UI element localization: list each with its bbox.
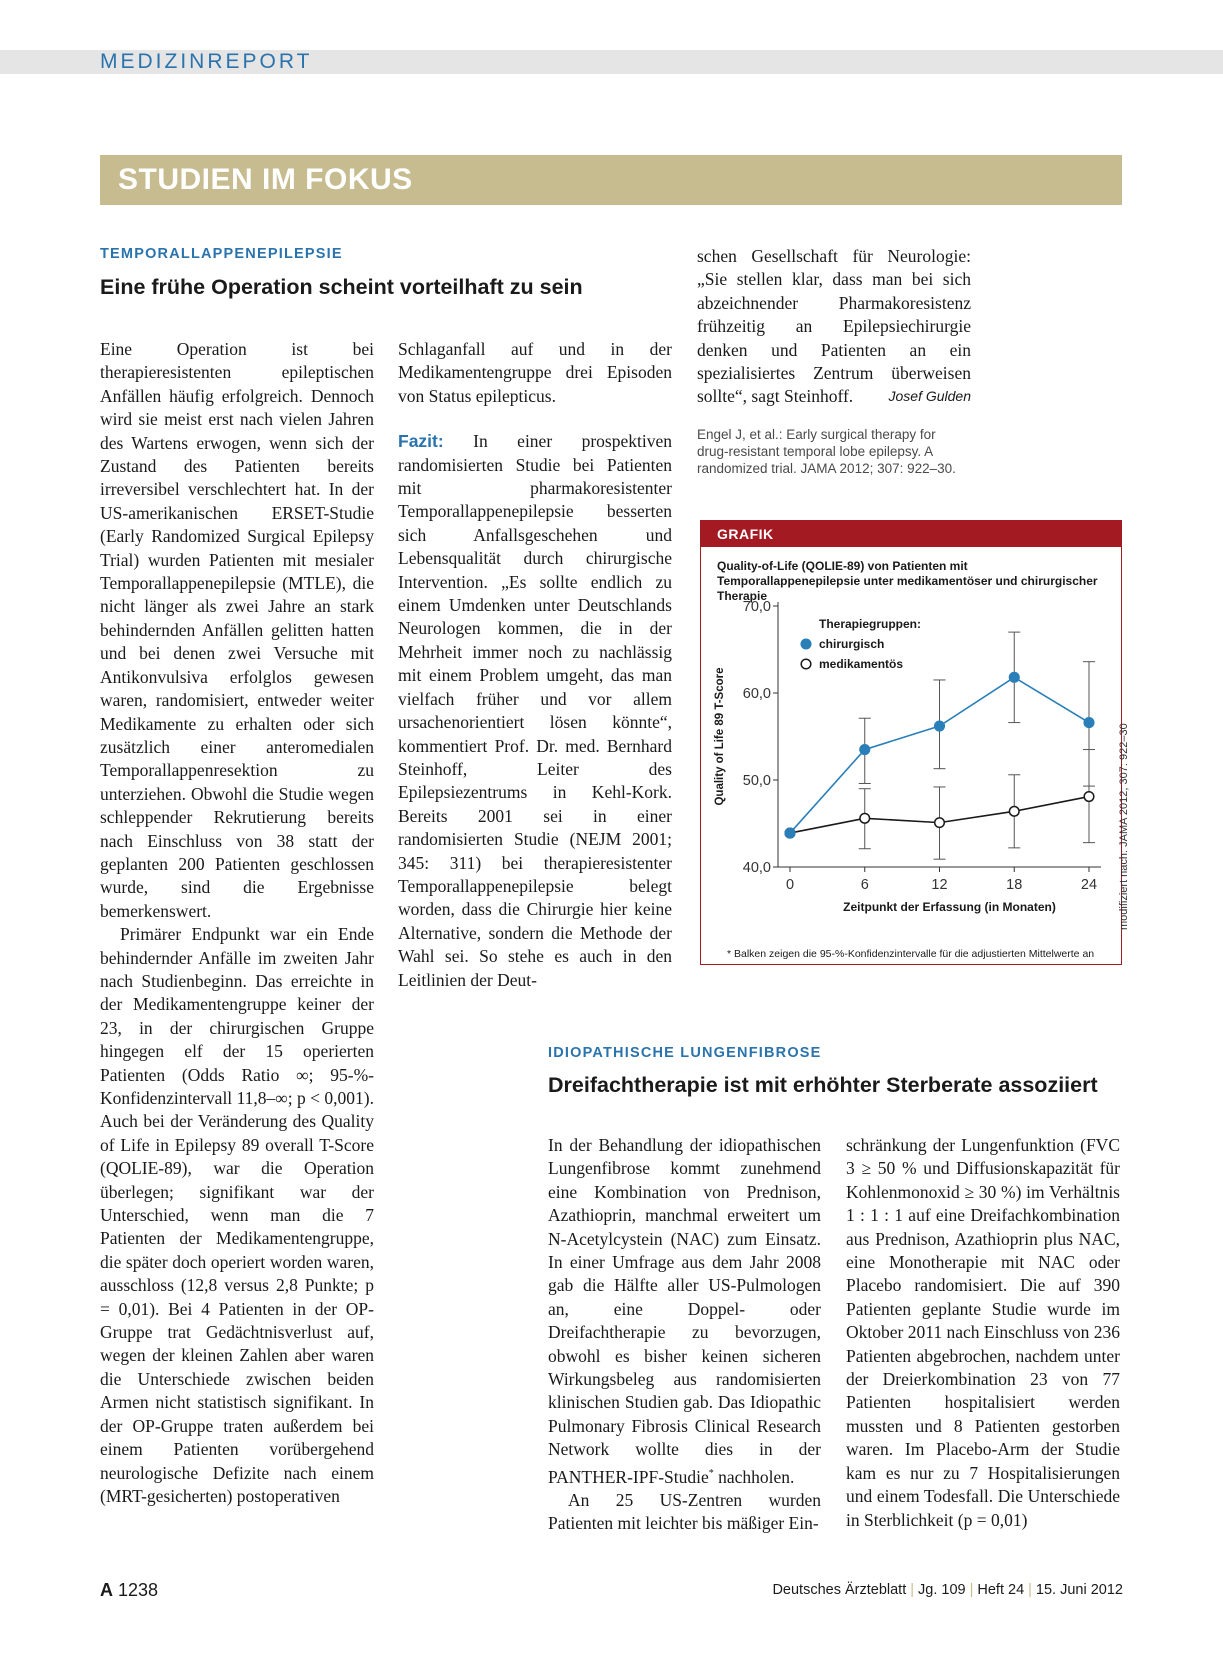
article1-reference: Engel J, et al.: Early surgical therapy for drug-resistant temporal lobe epilepsy. A randomized trial. JAMA 2012; 307: 922–30. [697,427,956,476]
chart-footnote: * Balken zeigen die 95-%-Konfidenzintervalle für die adjustierten Mittelwerte an [727,948,1095,960]
article2-paragraph [548,1134,821,1489]
grafik-label: GRAFIK [717,526,774,542]
article2-headline: Dreifachtherapie ist mit erhöhter Sterberate assoziiert [548,1073,1098,1097]
fazit-label: Fazit: [398,431,444,452]
fazit-text: In einer prospektiven randomisierten Studie bei Patienten mit pharmakoresistenter Temporallappenepilepsie besserten sich Anfallsgeschehen und Lebensqualität durch chirurgische Intervention. „Es sollte endlich zu einem Umdenken unter Deutschlands Neurologen kommen, die in der Mehrheit immer noch zu nachlässig mit einem Problem umgeht, das man vielfach früher und vor allem ursachenorientiert lösen könnte“, kommentiert Prof. Dr. med. Bernhard Steinhoff, Leiter des Epilepsiezentrums in Kehl-Kork. Bereits 2001 sei in einer randomisierten Studie (NEJM 2001; 345: 311) bei therapieresistenter Temporallappenepilepsie belegt worden, dass die Chirurgie hier keine Alternative, sondern die Methode der Wahl sei. So stehe es auch in den Leitlinien der Deut- [398,431,672,990]
journal-footer: Deutsches Ärzteblatt | Jg. 109 | Heft 24 | 15. Juni 2012 [772,1582,1123,1598]
legend-title: Therapiegruppen: [819,617,922,631]
legend-marker [801,659,811,669]
y-tick-label: 50,0 [742,773,771,789]
article1-paragraph: Primärer Endpunkt war ein Ende behindernder Anfälle im zweiten Jahr nach Studienbeginn. Das erreichte in der Medikamentengruppe keiner der 23, in der chirurgischen Gruppe hingegen elf der 15 operierten Patienten (Odds Ratio ∞; 95-%-Konfidenzintervall 11,8–∞; p < 0,001). Auch bei der Veränderung des Quality of Life in Epilepsy 89 overall T-Score (QOLIE-89), war die Operation überlegen; signifikant war der Unterschied, wenn man die 7 Patienten der Medikamentengruppe, die später doch operiert worden waren, ausschloss (12,8 versus 2,8 Punkte; p = 0,01). Bei 4 Patienten in der OP-Gruppe trat Gedächtnisverlust auf, wegen der kleinen Zahlen aber waren die Unterschiede zwischen beiden Armen nicht statistisch signifikant. In der OP-Gruppe traten außerdem bei einem Patienten vorübergehend neurologische Defizite nach einem (MRT-gesicherten) postoperativen [100,924,374,1506]
article2-text: In der Behandlung der idiopathischen Lungenfibrose kommt zunehmend eine Kombination von Prednison, Azathioprin, manchmal erweitert um N-Acetylcystein (NAC) zum Einsatz. In einer Umfrage aus dem Jahr 2008 gab die Hälfte aller US-Pulmologen an, eine Doppel- oder Dreifachtherapie zu bevorzugen, obwohl es bisher keinen sicheren Wirkungsbeleg aus randomisierten klinischen Studien gab. Das Idiopathic Pulmonary Fibrosis Clinical Research Network wollte dies in der PANTHER-IPF-Studie [548,1135,821,1487]
chart-title: Quality-of-Life (QOLIE-89) von Patienten mit Temporallappenepilepsie unter medikamentöser und chirurgischer Therapie [717,559,1098,603]
x-tick-label: 12 [931,877,948,893]
data-point [1009,673,1019,683]
data-point [785,828,795,838]
article1-paragraph: Eine Operation ist bei therapieresistenten epileptischen Anfällen häufig erfolgreich. Dennoch wird sie meist erst nach vielen Jahren des Wartens erwogen, wenn sich der Zustand des Patienten bereits irreversibel verschlechtert hat. In der US-amerikanischen ERSET-Studie (Early Randomized Surgical Epilepsy Trial) wurden Patienten mit mesialer Temporallappenepilepsie (MTLE), die nicht länger als zwei Jahre an stark behindernden Anfällen gelitten hatten und bei denen zwei Versuche mit Antikonvulsiva erfolglos gewesen waren, randomisiert, entweder weiter Medikamente zu erhalten oder sich zusätzlich einer anteromedialen Temporallappenresektion zu unterziehen. Obwohl die Studie wegen schleppender Rekrutierung bereits nach Einschluss von 38 statt der geplanten 200 Patienten geschlossen wurde, sind die Ergebnisse bemerkenswert. [100,339,374,921]
footnote-marker: * [708,1467,714,1479]
banner-title: STUDIEN IM FOKUS [118,163,413,196]
page-number [100,1580,158,1601]
article2-paragraph: An 25 US-Zentren wurden Patienten mit leichter bis mäßiger Ein- [548,1489,821,1534]
y-tick-label: 60,0 [742,686,771,702]
article1-fazit-paragraph [398,430,672,992]
article2-column-2 [846,1134,1120,1532]
legend-entry: chirurgisch [819,637,885,651]
page-number-value: 1238 [118,1580,159,1600]
article1-column-1 [100,338,374,1508]
article1-paragraph [697,245,971,409]
author-name: Josef Gulden [888,388,971,405]
grafik-box [700,520,1122,965]
grafik-header [701,521,1121,547]
x-tick-label: 6 [860,877,869,893]
data-point [935,721,945,731]
y-tick-label: 40,0 [742,860,771,876]
journal-date: 15. Juni 2012 [1035,1582,1123,1598]
journal-issue: Heft 24 [977,1582,1025,1598]
article1-kicker: TEMPORALLAPPENEPILEPSIE [100,246,343,262]
banner [100,155,1122,205]
article1-headline: Eine frühe Operation scheint vorteilhaft zu sein [100,275,583,299]
section-label: MEDIZINREPORT [100,50,313,73]
article1-quote: schen Gesellschaft für Neurologie: „Sie stellen klar, dass man bei sich abzeichnender Pharmakoresistenz frühzeitig an Epilepsiechirurgie denken und Patienten an ein spezialisiertes Zentrum überweisen sollte“, sagt Steinhoff. [697,246,971,407]
journal-volume: Jg. 109 [918,1582,966,1598]
data-point [1084,718,1094,728]
x-tick-label: 0 [785,877,795,893]
x-tick-label: 24 [1080,877,1098,893]
y-tick-label: 70,0 [742,599,771,615]
article2-kicker: IDIOPATHISCHE LUNGENFIBROSE [548,1045,822,1061]
data-point [935,818,945,828]
y-axis-label: Quality of Life 89 T-Score [714,667,726,806]
article2-text: nachholen. [713,1466,795,1487]
data-point [860,745,870,755]
article2-paragraph: schränkung der Lungenfunktion (FVC 3 ≥ 50 % und Diffusionskapazität für Kohlenmonoxid ≥ 30 %) im Verhältnis 1 : 1 : 1 auf eine Dreifachkombination aus Prednison, Azathioprin plus NAC, eine Monotherapie mit NAC oder Placebo randomisiert. Die auf 390 Patienten geplante Studie wurde im Oktober 2011 nach Einschluss von 236 Patienten abgebrochen, nachdem unter der Dreierkombination 23 von 77 Patienten hospitalisiert werden mussten und 8 Patienten gestorben waren. Im Placebo-Arm der Studie kam es nur zu 7 Hospitalisierungen und einem Todesfall. Die Unterschiede in Sterblichkeit (p = 0,01) [846,1135,1120,1530]
article1-column-2 [398,338,672,992]
article2-column-1 [548,1134,821,1536]
chart-credit: modifiziert nach: JAMA 2012; 307: 922–30 [1118,723,1130,930]
page-prefix: A [100,1580,113,1600]
data-point [1084,792,1094,802]
x-tick-label: 18 [1006,877,1023,893]
qolie-chart [701,586,1121,941]
x-axis-label: Zeitpunkt der Erfassung (in Monaten) [843,900,1056,914]
data-point [1009,807,1019,817]
article1-paragraph: Schlaganfall auf und in der Medikamentengruppe drei Episoden von Status epilepticus. [398,339,672,406]
article1-column-3 [697,245,971,409]
legend-marker [801,639,811,649]
data-point [860,813,870,823]
journal-name: Deutsches Ärzteblatt [772,1582,907,1598]
legend-entry: medikamentös [819,657,904,671]
